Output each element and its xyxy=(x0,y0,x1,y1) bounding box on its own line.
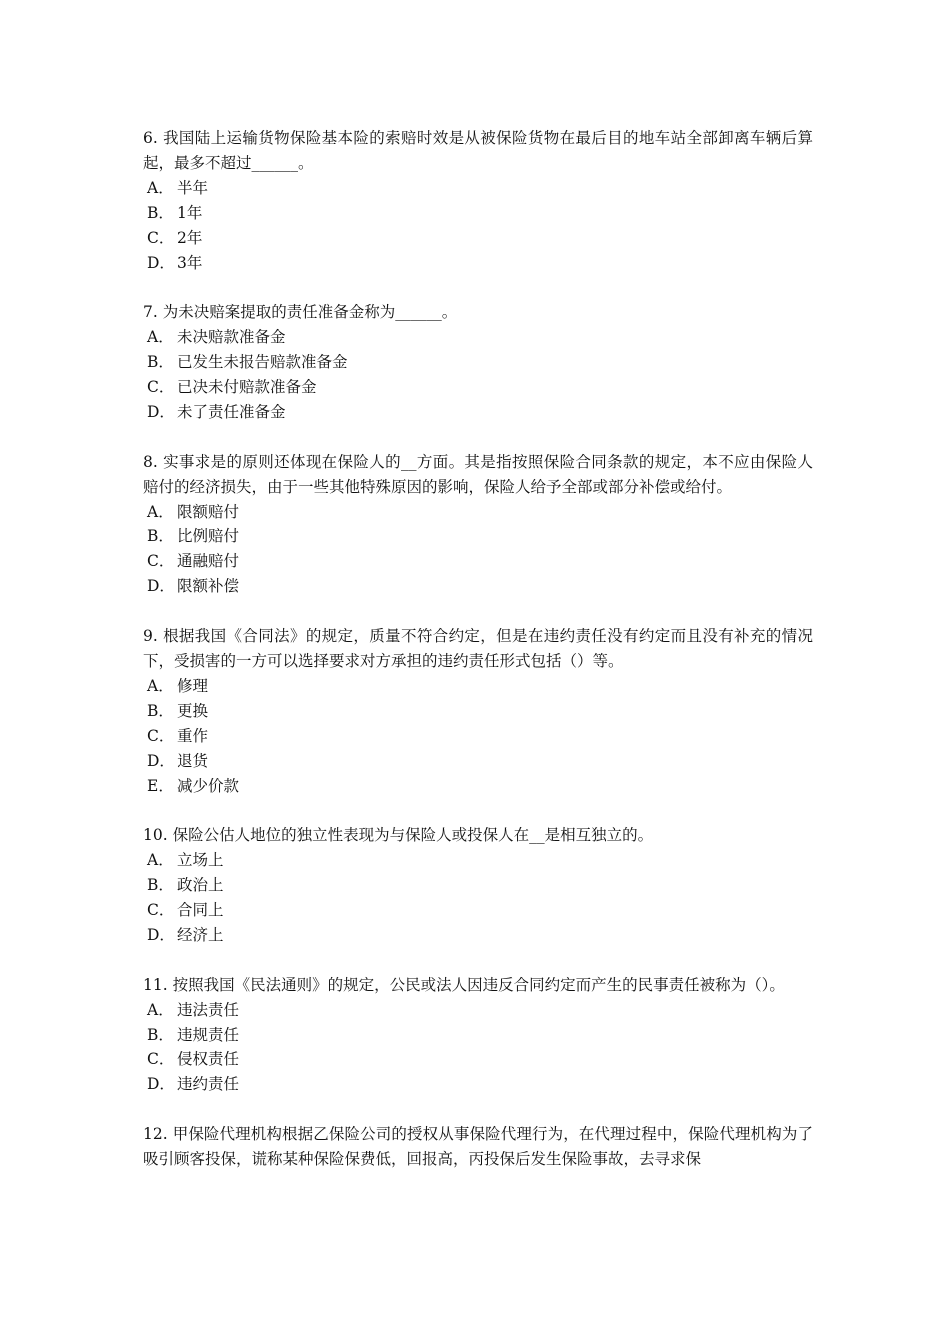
question-10 xyxy=(143,823,813,948)
option-text: 比例赔付 xyxy=(177,527,240,546)
option-letter: B． xyxy=(147,701,174,720)
question-9 xyxy=(143,624,813,798)
option-text: 违规责任 xyxy=(177,1025,240,1044)
question-stem: 8. 实事求是的原则还体现在保险人的__方面。其是指按照保险合同条款的规定，本不应由保险人赔付的经济损失，由于一些其他特殊原因的影响，保险人给予全部或部分补偿或给付。 xyxy=(143,452,813,496)
option-text: 政治上 xyxy=(177,876,224,895)
question-7 xyxy=(143,300,813,425)
option-letter: A． xyxy=(147,851,174,870)
option-d xyxy=(143,749,813,774)
option-text: 违法责任 xyxy=(177,1000,240,1019)
option-d xyxy=(143,574,813,599)
option-text: 退货 xyxy=(177,751,209,770)
option-a xyxy=(143,325,813,350)
option-text: 修理 xyxy=(177,676,209,695)
option-a xyxy=(143,500,813,525)
option-b xyxy=(143,524,813,549)
option-letter: C． xyxy=(147,552,175,571)
option-text: 经济上 xyxy=(177,925,224,944)
option-text: 减少价款 xyxy=(177,776,240,795)
question-11 xyxy=(143,973,813,1098)
option-letter: B． xyxy=(147,876,174,895)
option-text: 合同上 xyxy=(177,901,224,920)
option-letter: C． xyxy=(147,378,175,397)
option-d xyxy=(143,400,813,425)
question-6 xyxy=(143,126,813,275)
option-letter: B． xyxy=(147,1025,174,1044)
option-e xyxy=(143,774,813,799)
option-letter: B． xyxy=(147,527,174,546)
option-c xyxy=(143,898,813,923)
option-letter: D． xyxy=(147,751,175,770)
question-8 xyxy=(143,450,813,599)
question-stem: 12. 甲保险代理机构根据乙保险公司的授权从事保险代理行为，在代理过程中，保险代理机构为了吸引顾客投保，谎称某种保险保费低，回报高，丙投保后发生保险事故，去寻求保 xyxy=(143,1125,813,1169)
option-a xyxy=(143,674,813,699)
option-b xyxy=(143,699,813,724)
option-letter: A． xyxy=(147,178,174,197)
option-c xyxy=(143,1047,813,1072)
option-letter: C． xyxy=(147,901,175,920)
option-c xyxy=(143,549,813,574)
option-text: 未决赔款准备金 xyxy=(177,328,286,347)
option-b xyxy=(143,350,813,375)
option-text: 通融赔付 xyxy=(177,552,240,571)
option-c xyxy=(143,375,813,400)
option-text: 限额赔付 xyxy=(177,502,240,521)
question-stem: 11. 按照我国《民法通则》的规定，公民或法人因违反合同约定而产生的民事责任被称为（）。 xyxy=(143,975,785,994)
option-letter: D． xyxy=(147,253,175,272)
option-b xyxy=(143,1023,813,1048)
option-a xyxy=(143,176,813,201)
question-stem: 7. 为未决赔案提取的责任准备金称为______。 xyxy=(143,303,458,322)
option-b xyxy=(143,201,813,226)
option-letter: A． xyxy=(147,502,174,521)
option-text: 半年 xyxy=(177,178,209,197)
option-letter: E． xyxy=(147,776,174,795)
option-b xyxy=(143,873,813,898)
option-text: 2年 xyxy=(177,228,203,247)
option-text: 已发生未报告赔款准备金 xyxy=(177,353,348,372)
option-text: 1年 xyxy=(177,203,203,222)
option-text: 未了责任准备金 xyxy=(177,402,286,421)
question-stem: 10. 保险公估人地位的独立性表现为与保险人或投保人在__是相互独立的。 xyxy=(143,826,654,845)
question-stem: 9. 根据我国《合同法》的规定，质量不符合约定，但是在违约责任没有约定而且没有补充的情况下，受损害的一方可以选择要求对方承担的违约责任形式包括（）等。 xyxy=(143,627,813,670)
option-d xyxy=(143,923,813,948)
option-letter: D． xyxy=(147,402,175,421)
question-12 xyxy=(143,1122,813,1172)
document-page xyxy=(143,126,813,1197)
option-letter: A． xyxy=(147,676,174,695)
option-text: 重作 xyxy=(177,726,209,745)
option-c xyxy=(143,226,813,251)
option-letter: B． xyxy=(147,353,174,372)
option-text: 侵权责任 xyxy=(177,1050,240,1069)
option-a xyxy=(143,998,813,1023)
option-d xyxy=(143,1072,813,1097)
option-letter: C． xyxy=(147,228,175,247)
option-letter: C． xyxy=(147,726,175,745)
option-letter: A． xyxy=(147,1000,174,1019)
option-text: 限额补偿 xyxy=(177,577,240,596)
option-letter: C． xyxy=(147,1050,175,1069)
option-text: 更换 xyxy=(177,701,209,720)
option-letter: A． xyxy=(147,328,174,347)
option-text: 立场上 xyxy=(177,851,224,870)
option-d xyxy=(143,251,813,276)
option-letter: B． xyxy=(147,203,174,222)
option-text: 已决未付赔款准备金 xyxy=(177,378,317,397)
option-letter: D． xyxy=(147,925,175,944)
option-text: 3年 xyxy=(177,253,203,272)
question-stem: 6. 我国陆上运输货物保险基本险的索赔时效是从被保险货物在最后目的地车站全部卸离车辆后算起，最多不超过______。 xyxy=(143,129,813,172)
option-a xyxy=(143,848,813,873)
option-letter: D． xyxy=(147,577,175,596)
option-text: 违约责任 xyxy=(177,1075,240,1094)
option-letter: D． xyxy=(147,1075,175,1094)
option-c xyxy=(143,724,813,749)
